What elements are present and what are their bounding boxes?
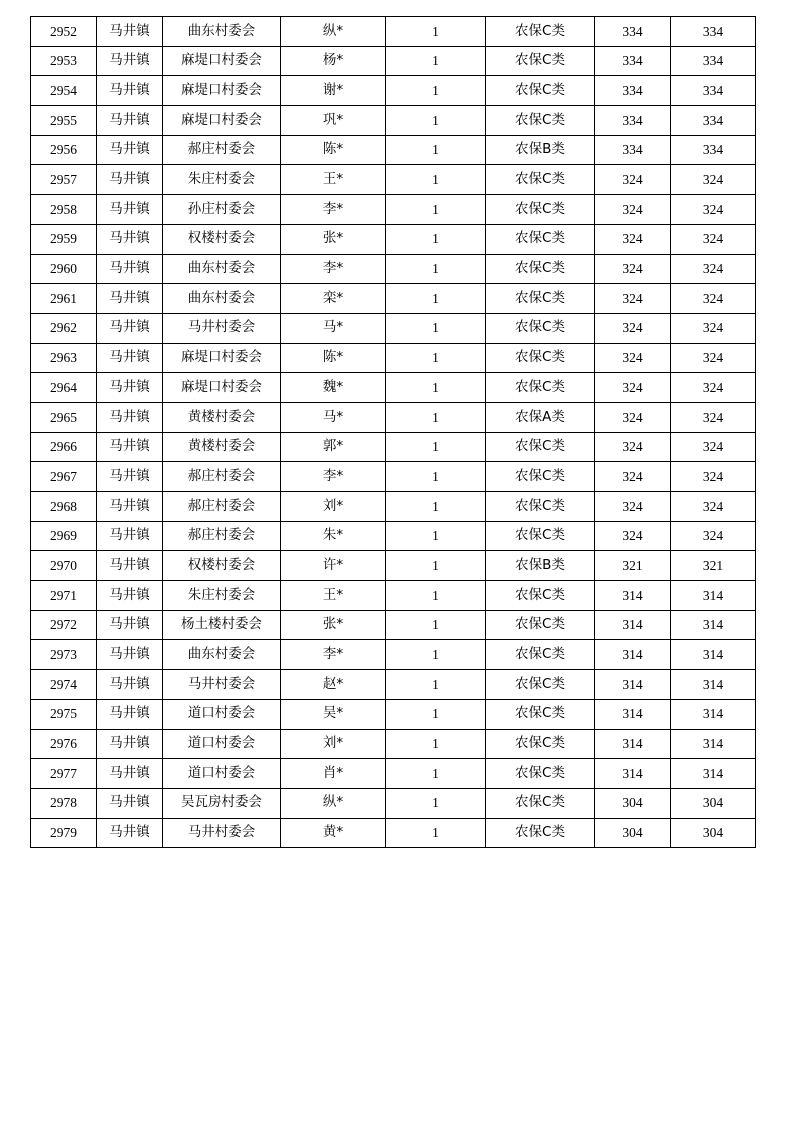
person-count-cell: 1 xyxy=(386,373,486,403)
village-committee-cell: 曲东村委会 xyxy=(163,254,281,284)
person-name-cell: 王* xyxy=(281,165,386,195)
insurance-category-cell: 农保C类 xyxy=(486,76,595,106)
insurance-category-cell: 农保C类 xyxy=(486,818,595,848)
amount-cell: 334 xyxy=(595,46,671,76)
amount-cell: 324 xyxy=(595,313,671,343)
amount-cell: 324 xyxy=(595,284,671,314)
amount-cell: 324 xyxy=(595,373,671,403)
table-row xyxy=(31,254,756,284)
town-cell: 马井镇 xyxy=(97,254,163,284)
table-row xyxy=(31,521,756,551)
insurance-category-cell: 农保C类 xyxy=(486,699,595,729)
table-row xyxy=(31,284,756,314)
town-cell: 马井镇 xyxy=(97,224,163,254)
table-row xyxy=(31,402,756,432)
table-row xyxy=(31,46,756,76)
row-number-cell: 2963 xyxy=(31,343,97,373)
person-count-cell: 1 xyxy=(386,492,486,522)
table-row xyxy=(31,640,756,670)
amount-total-cell: 314 xyxy=(671,670,756,700)
row-number-cell: 2961 xyxy=(31,284,97,314)
amount-cell: 304 xyxy=(595,818,671,848)
village-committee-cell: 马井村委会 xyxy=(163,313,281,343)
row-number-cell: 2976 xyxy=(31,729,97,759)
person-name-cell: 杨* xyxy=(281,46,386,76)
amount-total-cell: 334 xyxy=(671,106,756,136)
table-body xyxy=(31,17,756,848)
row-number-cell: 2958 xyxy=(31,195,97,225)
amount-cell: 324 xyxy=(595,492,671,522)
town-cell: 马井镇 xyxy=(97,581,163,611)
town-cell: 马井镇 xyxy=(97,670,163,700)
town-cell: 马井镇 xyxy=(97,165,163,195)
person-count-cell: 1 xyxy=(386,17,486,47)
table-row xyxy=(31,432,756,462)
amount-cell: 314 xyxy=(595,610,671,640)
village-committee-cell: 黄楼村委会 xyxy=(163,402,281,432)
person-name-cell: 纵* xyxy=(281,788,386,818)
row-number-cell: 2954 xyxy=(31,76,97,106)
row-number-cell: 2968 xyxy=(31,492,97,522)
amount-total-cell: 324 xyxy=(671,195,756,225)
row-number-cell: 2973 xyxy=(31,640,97,670)
person-name-cell: 栾* xyxy=(281,284,386,314)
village-committee-cell: 郝庄村委会 xyxy=(163,135,281,165)
town-cell: 马井镇 xyxy=(97,432,163,462)
insurance-category-cell: 农保C类 xyxy=(486,224,595,254)
person-name-cell: 吴* xyxy=(281,699,386,729)
amount-total-cell: 324 xyxy=(671,224,756,254)
table-row xyxy=(31,135,756,165)
amount-total-cell: 334 xyxy=(671,46,756,76)
town-cell: 马井镇 xyxy=(97,46,163,76)
village-committee-cell: 吴瓦房村委会 xyxy=(163,788,281,818)
amount-total-cell: 324 xyxy=(671,343,756,373)
person-name-cell: 肖* xyxy=(281,759,386,789)
village-committee-cell: 道口村委会 xyxy=(163,729,281,759)
table-row xyxy=(31,670,756,700)
amount-total-cell: 304 xyxy=(671,818,756,848)
person-name-cell: 谢* xyxy=(281,76,386,106)
village-committee-cell: 道口村委会 xyxy=(163,699,281,729)
table-row xyxy=(31,492,756,522)
person-count-cell: 1 xyxy=(386,521,486,551)
amount-cell: 314 xyxy=(595,581,671,611)
town-cell: 马井镇 xyxy=(97,551,163,581)
amount-cell: 324 xyxy=(595,432,671,462)
person-name-cell: 刘* xyxy=(281,492,386,522)
amount-cell: 334 xyxy=(595,106,671,136)
table-row xyxy=(31,343,756,373)
amount-total-cell: 324 xyxy=(671,462,756,492)
amount-cell: 324 xyxy=(595,195,671,225)
town-cell: 马井镇 xyxy=(97,521,163,551)
person-name-cell: 朱* xyxy=(281,521,386,551)
amount-total-cell: 324 xyxy=(671,402,756,432)
amount-cell: 324 xyxy=(595,254,671,284)
town-cell: 马井镇 xyxy=(97,106,163,136)
table-row xyxy=(31,551,756,581)
table-row xyxy=(31,729,756,759)
amount-total-cell: 314 xyxy=(671,610,756,640)
table-row xyxy=(31,373,756,403)
insurance-category-cell: 农保B类 xyxy=(486,135,595,165)
amount-total-cell: 314 xyxy=(671,759,756,789)
insurance-category-cell: 农保C类 xyxy=(486,254,595,284)
town-cell: 马井镇 xyxy=(97,313,163,343)
village-committee-cell: 麻堤口村委会 xyxy=(163,76,281,106)
amount-cell: 324 xyxy=(595,521,671,551)
table-row xyxy=(31,17,756,47)
person-count-cell: 1 xyxy=(386,165,486,195)
amount-cell: 324 xyxy=(595,224,671,254)
insurance-category-cell: 农保C类 xyxy=(486,492,595,522)
village-committee-cell: 道口村委会 xyxy=(163,759,281,789)
insurance-category-cell: 农保C类 xyxy=(486,343,595,373)
person-count-cell: 1 xyxy=(386,610,486,640)
insurance-category-cell: 农保B类 xyxy=(486,551,595,581)
row-number-cell: 2953 xyxy=(31,46,97,76)
village-committee-cell: 权楼村委会 xyxy=(163,224,281,254)
table-row xyxy=(31,610,756,640)
amount-total-cell: 334 xyxy=(671,17,756,47)
row-number-cell: 2978 xyxy=(31,788,97,818)
person-name-cell: 李* xyxy=(281,640,386,670)
village-committee-cell: 麻堤口村委会 xyxy=(163,106,281,136)
person-count-cell: 1 xyxy=(386,254,486,284)
person-name-cell: 巩* xyxy=(281,106,386,136)
document-page xyxy=(30,16,755,848)
insurance-category-cell: 农保C类 xyxy=(486,313,595,343)
town-cell: 马井镇 xyxy=(97,492,163,522)
person-name-cell: 赵* xyxy=(281,670,386,700)
amount-cell: 314 xyxy=(595,759,671,789)
town-cell: 马井镇 xyxy=(97,135,163,165)
person-name-cell: 李* xyxy=(281,254,386,284)
row-number-cell: 2952 xyxy=(31,17,97,47)
person-count-cell: 1 xyxy=(386,788,486,818)
town-cell: 马井镇 xyxy=(97,343,163,373)
village-committee-cell: 郝庄村委会 xyxy=(163,462,281,492)
person-count-cell: 1 xyxy=(386,551,486,581)
person-count-cell: 1 xyxy=(386,699,486,729)
row-number-cell: 2971 xyxy=(31,581,97,611)
beneficiary-table xyxy=(30,16,756,848)
row-number-cell: 2979 xyxy=(31,818,97,848)
town-cell: 马井镇 xyxy=(97,373,163,403)
person-name-cell: 马* xyxy=(281,313,386,343)
town-cell: 马井镇 xyxy=(97,284,163,314)
amount-cell: 324 xyxy=(595,343,671,373)
village-committee-cell: 朱庄村委会 xyxy=(163,165,281,195)
amount-total-cell: 324 xyxy=(671,492,756,522)
amount-total-cell: 334 xyxy=(671,76,756,106)
town-cell: 马井镇 xyxy=(97,610,163,640)
village-committee-cell: 曲东村委会 xyxy=(163,17,281,47)
person-name-cell: 纵* xyxy=(281,17,386,47)
village-committee-cell: 孙庄村委会 xyxy=(163,195,281,225)
person-name-cell: 张* xyxy=(281,224,386,254)
person-count-cell: 1 xyxy=(386,313,486,343)
insurance-category-cell: 农保C类 xyxy=(486,17,595,47)
table-row xyxy=(31,581,756,611)
town-cell: 马井镇 xyxy=(97,729,163,759)
person-count-cell: 1 xyxy=(386,106,486,136)
person-name-cell: 黄* xyxy=(281,818,386,848)
person-count-cell: 1 xyxy=(386,759,486,789)
village-committee-cell: 马井村委会 xyxy=(163,818,281,848)
person-count-cell: 1 xyxy=(386,729,486,759)
amount-cell: 321 xyxy=(595,551,671,581)
town-cell: 马井镇 xyxy=(97,788,163,818)
town-cell: 马井镇 xyxy=(97,17,163,47)
amount-cell: 324 xyxy=(595,462,671,492)
table-row xyxy=(31,195,756,225)
insurance-category-cell: 农保C类 xyxy=(486,670,595,700)
table-row xyxy=(31,165,756,195)
amount-total-cell: 314 xyxy=(671,729,756,759)
village-committee-cell: 曲东村委会 xyxy=(163,640,281,670)
town-cell: 马井镇 xyxy=(97,818,163,848)
insurance-category-cell: 农保C类 xyxy=(486,432,595,462)
insurance-category-cell: 农保C类 xyxy=(486,788,595,818)
amount-cell: 314 xyxy=(595,699,671,729)
amount-cell: 334 xyxy=(595,76,671,106)
amount-cell: 334 xyxy=(595,135,671,165)
insurance-category-cell: 农保C类 xyxy=(486,106,595,136)
row-number-cell: 2966 xyxy=(31,432,97,462)
amount-cell: 314 xyxy=(595,729,671,759)
amount-cell: 304 xyxy=(595,788,671,818)
insurance-category-cell: 农保C类 xyxy=(486,373,595,403)
person-name-cell: 马* xyxy=(281,402,386,432)
amount-cell: 324 xyxy=(595,165,671,195)
village-committee-cell: 朱庄村委会 xyxy=(163,581,281,611)
row-number-cell: 2965 xyxy=(31,402,97,432)
person-count-cell: 1 xyxy=(386,462,486,492)
row-number-cell: 2960 xyxy=(31,254,97,284)
row-number-cell: 2972 xyxy=(31,610,97,640)
insurance-category-cell: 农保C类 xyxy=(486,759,595,789)
town-cell: 马井镇 xyxy=(97,402,163,432)
table-row xyxy=(31,788,756,818)
insurance-category-cell: 农保C类 xyxy=(486,462,595,492)
person-count-cell: 1 xyxy=(386,135,486,165)
amount-cell: 334 xyxy=(595,17,671,47)
town-cell: 马井镇 xyxy=(97,462,163,492)
amount-cell: 314 xyxy=(595,640,671,670)
person-count-cell: 1 xyxy=(386,76,486,106)
village-committee-cell: 郝庄村委会 xyxy=(163,492,281,522)
insurance-category-cell: 农保C类 xyxy=(486,165,595,195)
person-count-cell: 1 xyxy=(386,402,486,432)
row-number-cell: 2967 xyxy=(31,462,97,492)
row-number-cell: 2977 xyxy=(31,759,97,789)
table-row xyxy=(31,462,756,492)
table-row xyxy=(31,76,756,106)
table-row xyxy=(31,759,756,789)
insurance-category-cell: 农保C类 xyxy=(486,610,595,640)
amount-total-cell: 324 xyxy=(671,313,756,343)
row-number-cell: 2975 xyxy=(31,699,97,729)
amount-total-cell: 324 xyxy=(671,254,756,284)
insurance-category-cell: 农保C类 xyxy=(486,640,595,670)
person-count-cell: 1 xyxy=(386,818,486,848)
person-name-cell: 许* xyxy=(281,551,386,581)
town-cell: 马井镇 xyxy=(97,76,163,106)
amount-total-cell: 304 xyxy=(671,788,756,818)
amount-total-cell: 324 xyxy=(671,521,756,551)
person-count-cell: 1 xyxy=(386,343,486,373)
person-count-cell: 1 xyxy=(386,284,486,314)
village-committee-cell: 郝庄村委会 xyxy=(163,521,281,551)
row-number-cell: 2964 xyxy=(31,373,97,403)
town-cell: 马井镇 xyxy=(97,640,163,670)
person-name-cell: 郭* xyxy=(281,432,386,462)
row-number-cell: 2970 xyxy=(31,551,97,581)
amount-total-cell: 324 xyxy=(671,165,756,195)
person-count-cell: 1 xyxy=(386,670,486,700)
row-number-cell: 2959 xyxy=(31,224,97,254)
amount-total-cell: 314 xyxy=(671,699,756,729)
insurance-category-cell: 农保C类 xyxy=(486,46,595,76)
insurance-category-cell: 农保A类 xyxy=(486,402,595,432)
person-name-cell: 陈* xyxy=(281,135,386,165)
table-row xyxy=(31,818,756,848)
table-row xyxy=(31,313,756,343)
amount-total-cell: 324 xyxy=(671,373,756,403)
person-count-cell: 1 xyxy=(386,224,486,254)
row-number-cell: 2955 xyxy=(31,106,97,136)
person-count-cell: 1 xyxy=(386,581,486,611)
insurance-category-cell: 农保C类 xyxy=(486,521,595,551)
row-number-cell: 2957 xyxy=(31,165,97,195)
amount-total-cell: 314 xyxy=(671,640,756,670)
village-committee-cell: 麻堤口村委会 xyxy=(163,46,281,76)
row-number-cell: 2962 xyxy=(31,313,97,343)
person-count-cell: 1 xyxy=(386,195,486,225)
insurance-category-cell: 农保C类 xyxy=(486,195,595,225)
town-cell: 马井镇 xyxy=(97,699,163,729)
amount-total-cell: 334 xyxy=(671,135,756,165)
person-name-cell: 陈* xyxy=(281,343,386,373)
row-number-cell: 2969 xyxy=(31,521,97,551)
amount-total-cell: 321 xyxy=(671,551,756,581)
row-number-cell: 2956 xyxy=(31,135,97,165)
table-row xyxy=(31,699,756,729)
person-name-cell: 王* xyxy=(281,581,386,611)
amount-total-cell: 324 xyxy=(671,284,756,314)
town-cell: 马井镇 xyxy=(97,195,163,225)
village-committee-cell: 杨土楼村委会 xyxy=(163,610,281,640)
village-committee-cell: 黄楼村委会 xyxy=(163,432,281,462)
village-committee-cell: 权楼村委会 xyxy=(163,551,281,581)
person-name-cell: 魏* xyxy=(281,373,386,403)
person-name-cell: 刘* xyxy=(281,729,386,759)
table-row xyxy=(31,106,756,136)
amount-total-cell: 324 xyxy=(671,432,756,462)
amount-cell: 324 xyxy=(595,402,671,432)
town-cell: 马井镇 xyxy=(97,759,163,789)
person-count-cell: 1 xyxy=(386,432,486,462)
village-committee-cell: 曲东村委会 xyxy=(163,284,281,314)
insurance-category-cell: 农保C类 xyxy=(486,581,595,611)
person-count-cell: 1 xyxy=(386,46,486,76)
village-committee-cell: 麻堤口村委会 xyxy=(163,373,281,403)
insurance-category-cell: 农保C类 xyxy=(486,284,595,314)
amount-total-cell: 314 xyxy=(671,581,756,611)
table-row xyxy=(31,224,756,254)
person-name-cell: 张* xyxy=(281,610,386,640)
person-name-cell: 李* xyxy=(281,195,386,225)
row-number-cell: 2974 xyxy=(31,670,97,700)
person-name-cell: 李* xyxy=(281,462,386,492)
person-count-cell: 1 xyxy=(386,640,486,670)
amount-cell: 314 xyxy=(595,670,671,700)
village-committee-cell: 马井村委会 xyxy=(163,670,281,700)
insurance-category-cell: 农保C类 xyxy=(486,729,595,759)
village-committee-cell: 麻堤口村委会 xyxy=(163,343,281,373)
